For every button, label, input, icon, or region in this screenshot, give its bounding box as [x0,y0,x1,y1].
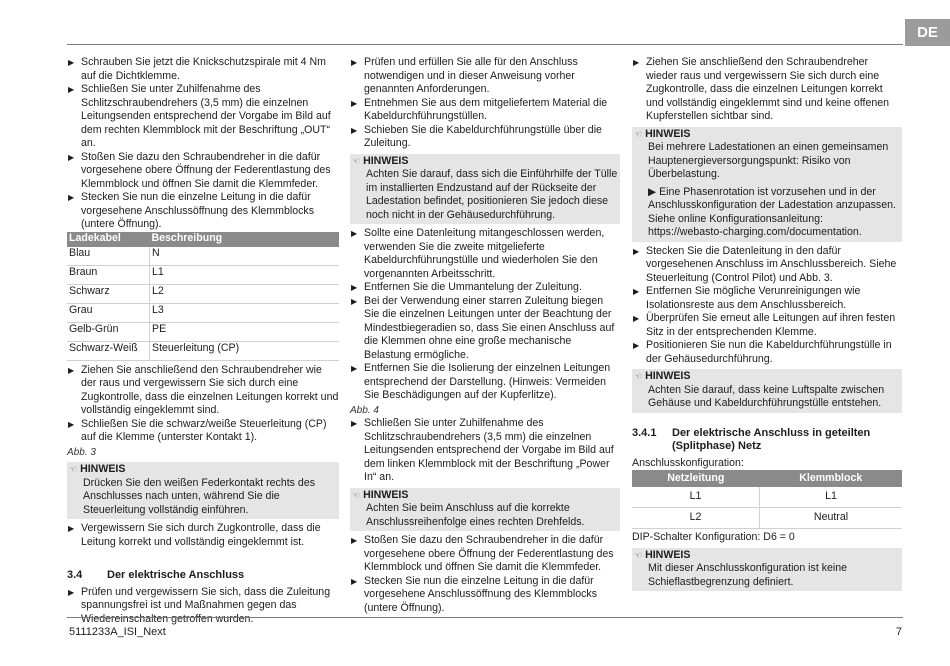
table-cell: L2 [632,508,760,529]
list-item: ▶ Schließen Sie unter Zuhilfenahme des Schlitzschraubendrehers (3,5 mm) die einzelnen Leitungsenden entsprechend der Vorgabe im Bild auf dem linken Klemmblock mit der Beschriftung „Power In“ an. [351,417,614,483]
list-item: ▶ Stoßen Sie dazu den Schraubendreher in die dafür vorgesehene obere Öffnung der Federentlastung des Klemmblock und öffnen Sie damit die Klemmfeder. [351,534,614,573]
config-label: Anschlusskonfiguration: [632,456,744,469]
table-cell: Neutral [760,508,903,529]
list-item: ▶ Entfernen Sie die Ummantelung der Zuleitung. [351,281,582,293]
dip-switch-label: DIP-Schalter Konfiguration: D6 = 0 [632,531,795,543]
language-tab: DE [905,19,950,46]
table-cell: L1 [632,487,760,508]
table-cell: Schwarz [67,284,150,303]
table-header: Netzleitung [632,470,760,487]
note-title: ☜ HINWEIS [352,488,409,501]
note-box [350,488,620,532]
list-item: ▶ Prüfen und erfüllen Sie alle für den Anschluss notwendigen und in dieser Anweisung vorher genannten Anforderungen. [351,56,578,95]
arrow-bullet-icon: ▶ [351,296,358,306]
list-item: ▶ Schieben Sie die Kabeldurchführungstülle über die Zuleitung. [351,123,602,149]
hand-pointer-icon: ☜ [634,549,643,560]
table-cell: L2 [150,284,340,303]
table-row [632,508,902,529]
hand-pointer-icon: ☜ [352,155,361,166]
list-item: ▶ Vergewissern Sie sich durch Zugkontrolle, dass die Leitung korrekt und vollständig eingeklemmt ist. [68,522,321,548]
bullet-list [67,364,339,445]
table-row [67,341,339,360]
page-number: 7 [895,626,902,638]
arrow-bullet-icon: ▶ [68,152,75,162]
table-row [632,487,902,508]
hand-pointer-icon: ☜ [69,464,78,474]
bullet-list [350,534,620,615]
note-title: ☜ HINWEIS [69,463,126,475]
arrow-bullet-icon: ▶ [68,524,75,533]
arrow-bullet-icon: ▶ [648,185,660,198]
table-cell: Grau [67,303,150,322]
table-header: Klemmblock [760,470,903,487]
table-cell: N [150,247,340,266]
hand-pointer-icon: ☜ [634,128,643,139]
column-1 [67,56,339,626]
table-cell: PE [150,322,340,341]
arrow-bullet-icon: ▶ [351,98,358,108]
table-header: Beschreibung [150,232,340,247]
note-box [350,154,620,225]
table-row [67,322,339,341]
bullet-list [350,56,620,151]
bullet-list [67,56,339,232]
document-id: 5111233A_ISI_Next [69,626,166,638]
arrow-bullet-icon: ▶ [68,419,75,429]
note-box [632,548,902,592]
bullet-list [350,227,620,403]
list-item: ▶ Stoßen Sie dazu den Schraubendreher in die dafür vorgesehene obere Öffnung der Federentlastung des Klemmblock und öffnen Sie damit die Klemmfeder. [68,150,331,190]
list-item: ▶ Stecken Sie nun die einzelne Leitung in die dafür vorgesehene Anschlussöffnung des Klemmblocks (untere Öffnung). [351,574,598,614]
section-title: Der elektrische Anschluss in geteilten (Splitphase) Netz [672,426,871,452]
arrow-bullet-icon: ▶ [351,419,358,428]
table-row [67,303,339,322]
table-cell: L1 [760,487,903,508]
list-item: ▶ Ziehen Sie anschließend den Schraubendreher wie der raus und vergewissern Sie sich durch eine Zugkontrolle, dass die einzelnen Leitungen korrekt und vollständig eingeklemmt sind. [68,363,339,416]
section-title: Der elektrische Anschluss [107,569,245,581]
section-number: 3.4 [67,569,83,581]
table-cell: L3 [150,303,340,322]
figure-caption: Abb. 3 [67,446,96,458]
list-item: ▶ Stecken Sie nun die einzelne Leitung in die dafür vorgesehene Anschlussöffnung des Klemmblocks (untere Öffnung). [68,191,315,230]
table-cell: Blau [67,247,150,266]
arrow-bullet-icon: ▶ [633,287,640,296]
table-header-row [632,470,902,487]
arrow-bullet-icon: ▶ [351,536,358,545]
table-row [67,247,339,266]
arrow-bullet-icon: ▶ [633,341,640,350]
arrow-bullet-icon: ▶ [351,283,358,292]
figure-caption: Abb. 4 [350,404,379,416]
note-title: ☜ HINWEIS [634,548,691,561]
footer-rule [67,617,903,618]
arrow-bullet-icon: ▶ [633,246,640,256]
arrow-bullet-icon: ▶ [351,125,358,135]
list-item: ▶ Entfernen Sie mögliche Verunreinigungen wie Isolationsreste aus dem Anschlussbereich. [633,285,861,311]
note-box [632,369,902,413]
section-heading [67,569,339,583]
table-header: Ladekabel [67,232,150,247]
note-box [632,127,902,242]
table-row [67,265,339,284]
arrow-bullet-icon: ▶ [68,85,75,94]
list-item: ▶ Ziehen Sie anschließend den Schraubendreher wieder raus und vergewissern Sie sich durch eine Zugkontrolle, dass die einzelnen Leitungen korrekt und vollständig eingeklemmt sind und keine offenen Kupferstellen sichtbar sind. [633,56,890,122]
arrow-bullet-icon: ▶ [633,58,640,67]
list-item: ▶ Bei der Verwendung einer starren Zuleitung biegen Sie die einzelnen Leitungen unter der Beachtung der Mindestbiegeradien so, dass Sie einen Anschluss auf die Klemmen ohne eine große mechanische Belastung ermögliche. [351,294,615,361]
splitphase-table [632,470,902,529]
table-cell: Steuerleitung (CP) [150,341,340,360]
hand-pointer-icon: ☜ [352,489,361,500]
arrow-bullet-icon: ▶ [68,587,75,597]
list-item: ▶ Stecken Sie die Datenleitung in den dafür vorgesehenen Anschluss im Anschlussbereich. Siehe Steuerleitung (Control Pilot) und Abb. 3. [633,244,897,284]
note-text: Drücken Sie den weißen Federkontakt rechts des Anschlusses nach unten, während Sie die Steuerleitung vollständig einführen. [83,476,316,516]
note-text: Bei mehrere Ladestationen an einen gemeinsamen Hauptenergieversorgungspunkt: Risiko von Überbelastung. [648,141,889,180]
table-cell: Gelb-Grün [67,322,150,341]
note-text: Mit dieser Anschlusskonfiguration ist keine Schieflastbegrenzung definiert. [648,562,848,588]
table-header-row [67,232,339,247]
note-title: ☜ HINWEIS [634,127,691,140]
section-number: 3.4.1 [632,426,657,439]
arrow-bullet-icon: ▶ [351,576,358,586]
header-rule [67,44,903,45]
note-title: ☜ HINWEIS [634,370,691,382]
list-item: ▶ Schließen Sie die schwarz/weiße Steuerleitung (CP) auf die Klemme (unterster Kontakt 1). [68,417,327,443]
note-text: ▶ Eine Phasenrotation ist vorzusehen und in der Anschlusskonfiguration der Ladestation anzupassen. Siehe online Konfigurationsanleitung: https://webasto-charging.com/documentation. [648,185,896,238]
cable-table [67,232,339,361]
list-item: ▶ Überprüfen Sie erneut alle Leitungen auf ihren festen Sitz in der entsprechenden Klemme. [633,312,896,338]
arrow-bullet-icon: ▶ [633,314,640,323]
arrow-bullet-icon: ▶ [351,364,358,373]
note-box [67,462,339,519]
table-row [67,284,339,303]
bullet-list [632,245,902,367]
arrow-bullet-icon: ▶ [68,58,75,67]
list-item: ▶ Schrauben Sie jetzt die Knickschutzspirale mit 4 Nm auf die Dichtklemme. [68,56,326,82]
arrow-bullet-icon: ▶ [68,365,75,375]
list-item: ▶ Entnehmen Sie aus dem mitgeliefertem Material die Kabeldurchführungstüllen. [351,96,608,122]
hand-pointer-icon: ☜ [634,371,643,381]
list-item: ▶ Positionieren Sie nun die Kabeldurchführungstülle in der Gehäusedurchführung. [633,339,892,365]
table-cell: L1 [150,265,340,284]
list-item: ▶ Entfernen Sie die Isolierung der einzelnen Leitungen entsprechend der Darstellung. (Hinweis: Vermeiden Sie Beschädigungen auf der Kupferlitze). [351,362,611,401]
arrow-bullet-icon: ▶ [351,58,358,67]
note-title: ☜ HINWEIS [352,154,409,167]
note-text: Achten Sie darauf, dass keine Luftspalte zwischen Gehäuse und Kabeldurchführungstülle entstehen. [648,383,885,409]
arrow-bullet-icon: ▶ [351,229,358,238]
list-item: ▶ Prüfen und vergewissern Sie sich, dass die Zuleitung spannungsfrei ist und Maßnahmen gegen das Wiedereinschalten getroffen wurden. [68,585,331,625]
list-item: ▶ Sollte eine Datenleitung mitangeschlossen werden, verwenden Sie die zweite mitgelieferte Kabeldurchführungstülle und wiederholen Sie den vorgenannten Arbeitsschritt. [351,227,605,280]
column-3 [632,56,902,594]
note-text: Achten Sie darauf, dass sich die Einführhilfe der Tülle im installierten Endzustand auf der Rückseite der Ladestation befindet, positionieren Sie jedoch diese noch nicht in der Gehäusedurchführung. [366,168,618,221]
note-text: Achten Sie beim Anschluss auf die korrekte Anschlussreihenfolge eines rechten Drehfelds. [366,502,585,528]
table-cell: Schwarz-Weiß [67,341,150,360]
table-cell: Braun [67,265,150,284]
list-item: ▶ Schließen Sie unter Zuhilfenahme des Schlitzschraubendrehers (3,5 mm) die einzelnen Leitungsenden entsprechend der Vorgabe im Bild auf dem rechten Klemmblock mit der Beschriftung „OUT“ an. [68,83,331,149]
column-2 [350,56,620,615]
section-heading [632,427,902,454]
arrow-bullet-icon: ▶ [68,193,75,202]
